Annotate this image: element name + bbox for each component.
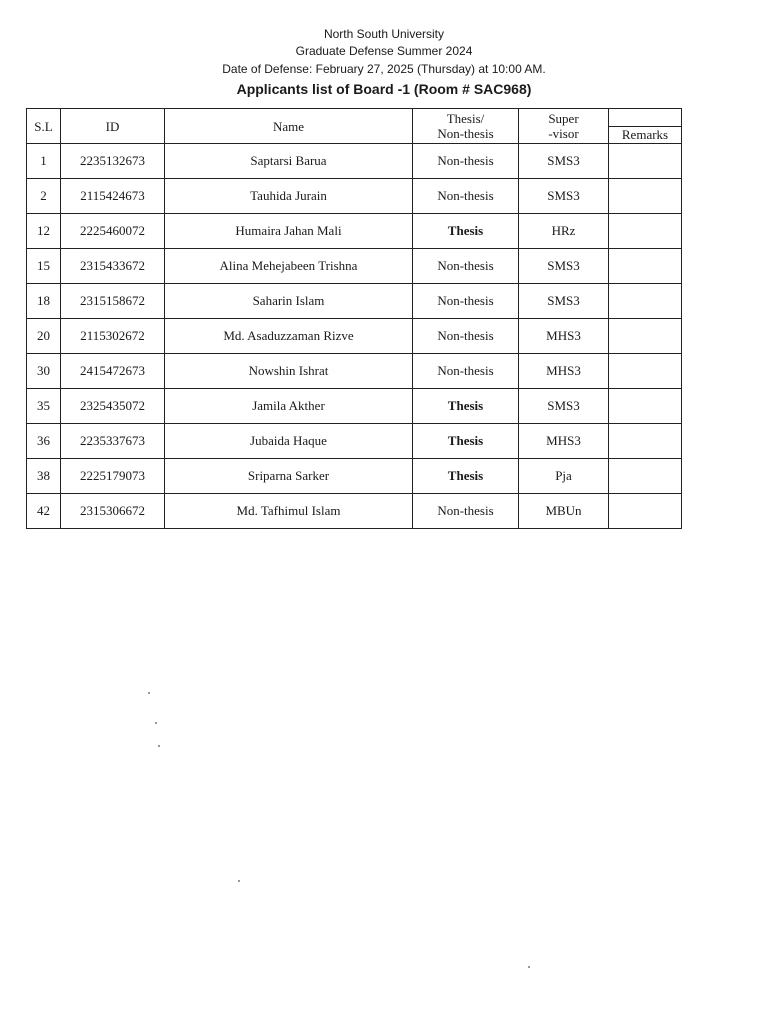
cell-sl: 42 bbox=[27, 494, 61, 529]
cell-id: 2115302672 bbox=[61, 319, 165, 354]
column-header-remarks-label: Remarks bbox=[621, 127, 669, 142]
cell-id: 2315158672 bbox=[61, 284, 165, 319]
cell-type: Non-thesis bbox=[413, 284, 519, 319]
cell-name: Humaira Jahan Mali bbox=[165, 214, 413, 249]
cell-sl: 20 bbox=[27, 319, 61, 354]
cell-supervisor: MHS3 bbox=[519, 319, 609, 354]
cell-type: Non-thesis bbox=[413, 319, 519, 354]
table-header-row bbox=[27, 109, 682, 144]
cell-remarks bbox=[609, 494, 682, 529]
cell-supervisor: SMS3 bbox=[519, 144, 609, 179]
cell-name: Saharin Islam bbox=[165, 284, 413, 319]
cell-name: Jubaida Haque bbox=[165, 424, 413, 459]
cell-name: Tauhida Jurain bbox=[165, 179, 413, 214]
cell-type: Thesis bbox=[413, 214, 519, 249]
cell-id: 2315306672 bbox=[61, 494, 165, 529]
scan-speck bbox=[158, 745, 160, 747]
cell-sl: 12 bbox=[27, 214, 61, 249]
remarks-header-spacer bbox=[609, 109, 681, 127]
cell-supervisor: SMS3 bbox=[519, 249, 609, 284]
board-title: Applicants list of Board -1 (Room # SAC968) bbox=[236, 81, 532, 97]
cell-supervisor: SMS3 bbox=[519, 179, 609, 214]
cell-name: Nowshin Ishrat bbox=[165, 354, 413, 389]
cell-id: 2315433672 bbox=[61, 249, 165, 284]
cell-name: Sriparna Sarker bbox=[165, 459, 413, 494]
cell-id: 2115424673 bbox=[61, 179, 165, 214]
column-header-type-line1: Thesis/ bbox=[446, 111, 485, 126]
cell-remarks bbox=[609, 459, 682, 494]
cell-type: Non-thesis bbox=[413, 494, 519, 529]
cell-supervisor: MBUn bbox=[519, 494, 609, 529]
scan-speck bbox=[238, 880, 240, 882]
defense-date: Date of Defense: February 27, 2025 (Thursday) at 10:00 AM. bbox=[222, 62, 546, 76]
column-header-supervisor bbox=[519, 109, 609, 144]
cell-id: 2225460072 bbox=[61, 214, 165, 249]
scan-speck bbox=[148, 692, 150, 694]
cell-id: 2325435072 bbox=[61, 389, 165, 424]
table-row bbox=[27, 389, 682, 424]
cell-supervisor: MHS3 bbox=[519, 354, 609, 389]
table-row bbox=[27, 494, 682, 529]
column-header-id: ID bbox=[61, 109, 165, 144]
table-row bbox=[27, 179, 682, 214]
cell-remarks bbox=[609, 354, 682, 389]
table-row bbox=[27, 214, 682, 249]
table-row bbox=[27, 144, 682, 179]
column-header-sl: S.L bbox=[27, 109, 61, 144]
cell-remarks bbox=[609, 249, 682, 284]
cell-sl: 2 bbox=[27, 179, 61, 214]
table-row bbox=[27, 249, 682, 284]
cell-name: Md. Asaduzzaman Rizve bbox=[165, 319, 413, 354]
cell-sl: 1 bbox=[27, 144, 61, 179]
cell-remarks bbox=[609, 144, 682, 179]
cell-type: Thesis bbox=[413, 424, 519, 459]
table-row bbox=[27, 319, 682, 354]
cell-supervisor: SMS3 bbox=[519, 389, 609, 424]
cell-type: Non-thesis bbox=[413, 354, 519, 389]
column-header-type bbox=[413, 109, 519, 144]
scan-speck bbox=[155, 722, 157, 724]
cell-name: Md. Tafhimul Islam bbox=[165, 494, 413, 529]
cell-supervisor: HRz bbox=[519, 214, 609, 249]
cell-supervisor: SMS3 bbox=[519, 284, 609, 319]
cell-id: 2415472673 bbox=[61, 354, 165, 389]
table-row bbox=[27, 284, 682, 319]
cell-remarks bbox=[609, 214, 682, 249]
table-row bbox=[27, 459, 682, 494]
cell-supervisor: Pja bbox=[519, 459, 609, 494]
cell-type: Non-thesis bbox=[413, 144, 519, 179]
cell-type: Non-thesis bbox=[413, 249, 519, 284]
cell-name: Jamila Akther bbox=[165, 389, 413, 424]
applicants-table bbox=[26, 108, 682, 529]
cell-type: Non-thesis bbox=[413, 179, 519, 214]
column-header-supervisor-line2: -visor bbox=[548, 126, 579, 141]
cell-remarks bbox=[609, 389, 682, 424]
scan-speck bbox=[528, 966, 530, 968]
column-header-supervisor-line1: Super bbox=[548, 111, 579, 126]
university-name: North South University bbox=[323, 27, 445, 41]
cell-id: 2235132673 bbox=[61, 144, 165, 179]
cell-remarks bbox=[609, 179, 682, 214]
cell-sl: 30 bbox=[27, 354, 61, 389]
cell-sl: 36 bbox=[27, 424, 61, 459]
table-row bbox=[27, 354, 682, 389]
cell-sl: 35 bbox=[27, 389, 61, 424]
cell-sl: 15 bbox=[27, 249, 61, 284]
cell-type: Thesis bbox=[413, 459, 519, 494]
cell-type: Thesis bbox=[413, 389, 519, 424]
event-title: Graduate Defense Summer 2024 bbox=[295, 44, 473, 58]
table-row bbox=[27, 424, 682, 459]
cell-id: 2225179073 bbox=[61, 459, 165, 494]
cell-supervisor: MHS3 bbox=[519, 424, 609, 459]
cell-id: 2235337673 bbox=[61, 424, 165, 459]
cell-name: Saptarsi Barua bbox=[165, 144, 413, 179]
column-header-type-line2: Non-thesis bbox=[437, 126, 494, 141]
column-header-remarks bbox=[609, 109, 682, 144]
cell-remarks bbox=[609, 319, 682, 354]
cell-sl: 18 bbox=[27, 284, 61, 319]
cell-sl: 38 bbox=[27, 459, 61, 494]
column-header-name: Name bbox=[165, 109, 413, 144]
cell-remarks bbox=[609, 284, 682, 319]
cell-remarks bbox=[609, 424, 682, 459]
table-body bbox=[27, 144, 682, 529]
cell-name: Alina Mehejabeen Trishna bbox=[165, 249, 413, 284]
